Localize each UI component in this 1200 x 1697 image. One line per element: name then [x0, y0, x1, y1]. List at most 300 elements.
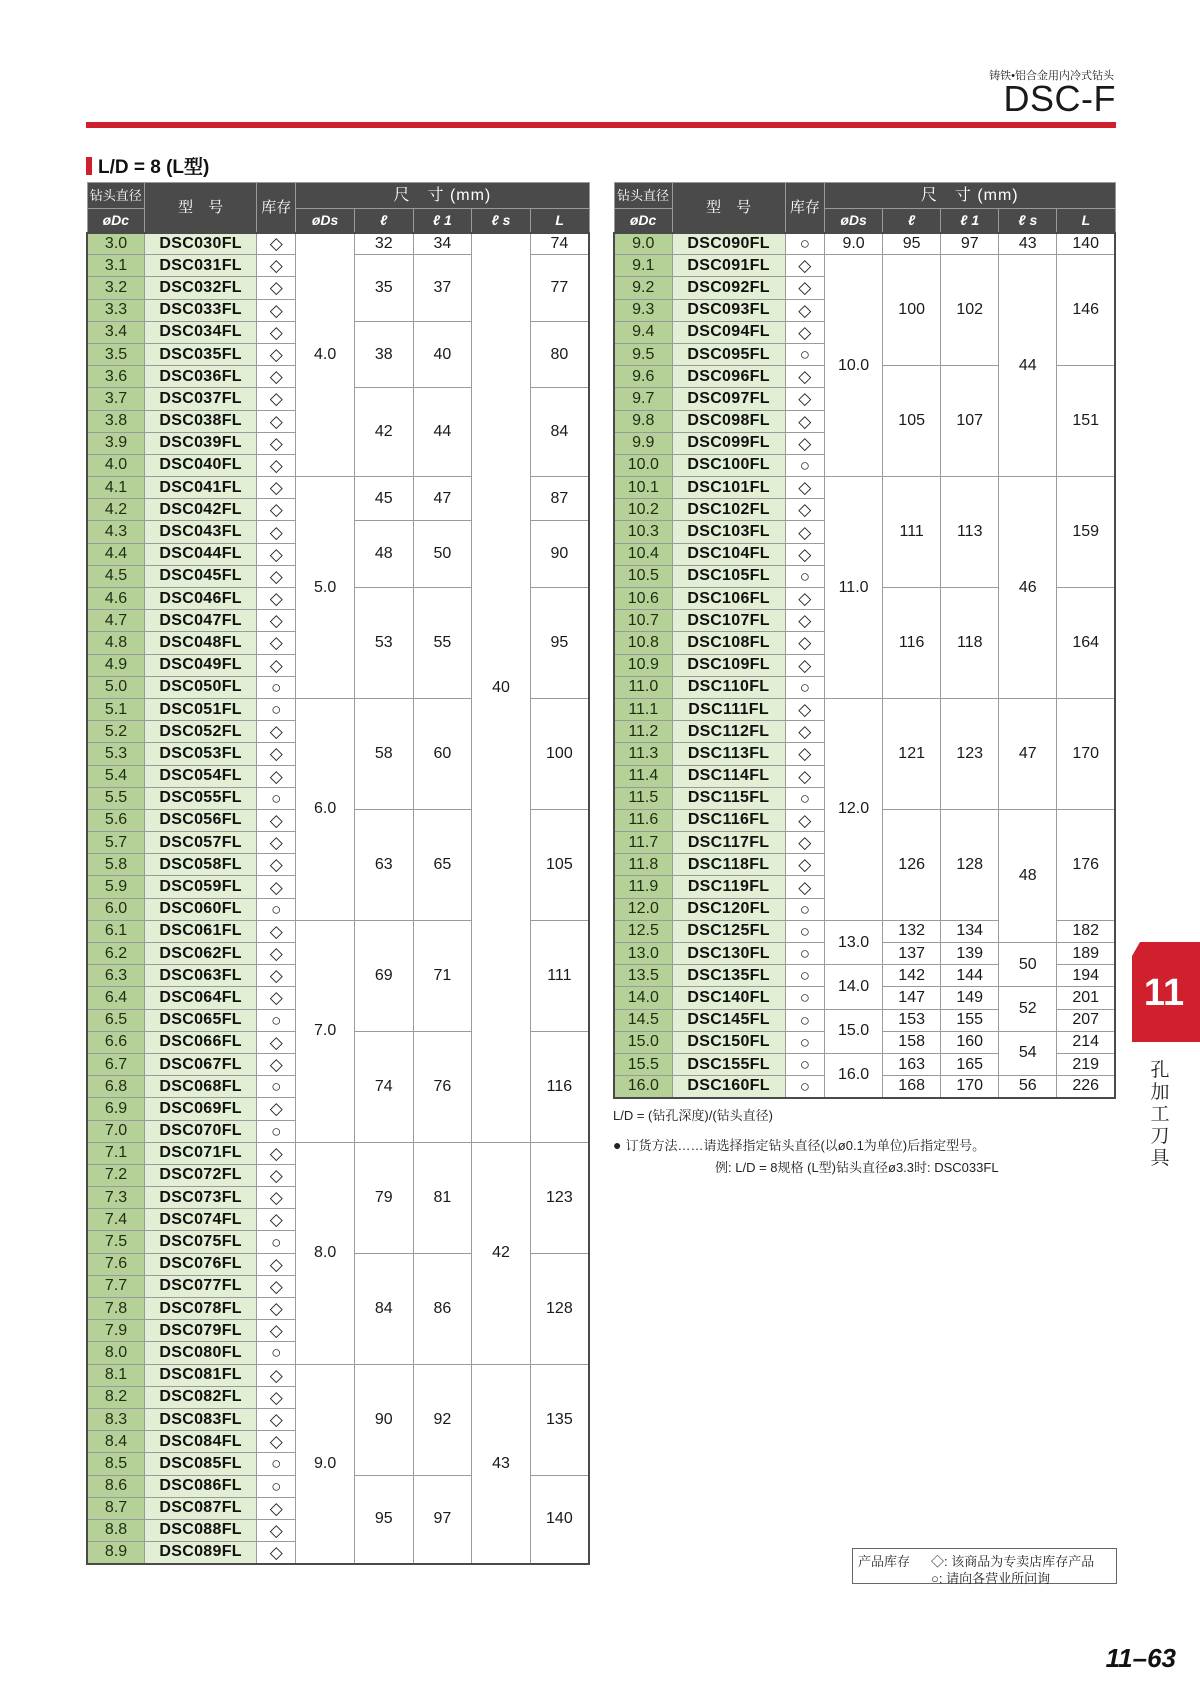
- model-number-cell: DSC089FL: [145, 1542, 257, 1564]
- series-subtitle: 铸铁•铝合金用内冷式钻头: [989, 70, 1114, 82]
- model-number-cell: DSC098FL: [672, 410, 785, 432]
- drill-diameter-cell: 7.5: [87, 1231, 145, 1253]
- stock-status-cell: ◇: [785, 654, 824, 676]
- flute-length-cell: 163: [883, 1053, 941, 1075]
- overall-length-cell: 100: [530, 698, 589, 809]
- model-number-cell: DSC112FL: [672, 721, 785, 743]
- drill-diameter-cell: 8.7: [87, 1497, 145, 1519]
- drill-diameter-cell: 4.3: [87, 521, 145, 543]
- bullet-icon: ●: [613, 1137, 622, 1153]
- model-number-cell: DSC117FL: [672, 832, 785, 854]
- overall-length-cell: 140: [530, 1475, 589, 1564]
- stock-status-cell: ◇: [257, 366, 296, 388]
- model-number-cell: DSC111FL: [672, 698, 785, 720]
- drill-diameter-cell: 10.8: [614, 632, 672, 654]
- drill-diameter-cell: 15.0: [614, 1031, 672, 1053]
- drill-diameter-cell: 6.5: [87, 1009, 145, 1031]
- drill-diameter-cell: 10.5: [614, 565, 672, 587]
- stock-status-cell: ◇: [257, 809, 296, 831]
- table-row: [87, 233, 589, 255]
- legend-item-diamond: ◇: 该商品为专卖店库存产品: [931, 1554, 1095, 1569]
- overall-length-cell: 111: [530, 920, 589, 1031]
- model-number-cell: DSC084FL: [145, 1431, 257, 1453]
- model-number-cell: DSC160FL: [672, 1076, 785, 1098]
- shank-length-cell: 54: [999, 1031, 1057, 1075]
- header-shank-dia: øDs: [825, 209, 883, 233]
- flute-length-cell: 142: [883, 965, 941, 987]
- shank-length-cell: 43: [999, 233, 1057, 255]
- chapter-tab-label: 孔加工刀具: [1150, 1060, 1170, 1169]
- overall-length-cell: 214: [1057, 1031, 1115, 1053]
- l1-cell: 37: [413, 255, 472, 322]
- overall-length-cell: 116: [530, 1031, 589, 1142]
- drill-diameter-cell: 3.6: [87, 366, 145, 388]
- stock-status-cell: ○: [257, 1475, 296, 1497]
- drill-diameter-cell: 6.6: [87, 1031, 145, 1053]
- model-number-cell: DSC101FL: [672, 477, 785, 499]
- header-overall-length: L: [530, 209, 589, 233]
- shank-length-cell: 48: [999, 809, 1057, 942]
- drill-diameter-cell: 11.0: [614, 676, 672, 698]
- stock-status-cell: ○: [785, 987, 824, 1009]
- stock-status-cell: ◇: [257, 987, 296, 1009]
- l1-cell: 47: [413, 477, 472, 521]
- table-row: [87, 1142, 589, 1164]
- shank-dia-cell: 15.0: [825, 1009, 883, 1053]
- drill-diameter-cell: 12.0: [614, 898, 672, 920]
- stock-status-cell: ◇: [257, 832, 296, 854]
- model-number-cell: DSC064FL: [145, 987, 257, 1009]
- drill-diameter-cell: 8.0: [87, 1342, 145, 1364]
- model-number-cell: DSC080FL: [145, 1342, 257, 1364]
- drill-diameter-cell: 13.0: [614, 943, 672, 965]
- flute-length-cell: 158: [883, 1031, 941, 1053]
- model-number-cell: DSC037FL: [145, 388, 257, 410]
- stock-status-cell: ◇: [257, 1053, 296, 1075]
- l1-cell: 118: [941, 588, 999, 699]
- model-number-cell: DSC034FL: [145, 321, 257, 343]
- stock-status-cell: ○: [785, 1031, 824, 1053]
- model-number-cell: DSC073FL: [145, 1187, 257, 1209]
- series-title: DSC-F: [1003, 78, 1116, 119]
- model-number-cell: DSC031FL: [145, 255, 257, 277]
- model-number-cell: DSC066FL: [145, 1031, 257, 1053]
- ld-definition-note: L/D = (钻孔深度)/(钻头直径): [613, 1108, 773, 1123]
- drill-diameter-cell: 7.4: [87, 1209, 145, 1231]
- model-number-cell: DSC090FL: [672, 233, 785, 255]
- flute-length-cell: 132: [883, 920, 941, 942]
- drill-diameter-cell: 6.2: [87, 943, 145, 965]
- model-number-cell: DSC119FL: [672, 876, 785, 898]
- stock-status-cell: ◇: [785, 543, 824, 565]
- shank-dia-cell: 6.0: [296, 698, 355, 920]
- header-model: 型 号: [672, 183, 785, 233]
- l1-cell: 160: [941, 1031, 999, 1053]
- stock-legend: [852, 1548, 1117, 1584]
- model-number-cell: DSC072FL: [145, 1164, 257, 1186]
- stock-status-cell: ◇: [257, 965, 296, 987]
- spec-table-right: [613, 182, 1116, 1099]
- drill-diameter-cell: 9.1: [614, 255, 672, 277]
- flute-length-cell: 105: [883, 366, 941, 477]
- stock-status-cell: ◇: [257, 588, 296, 610]
- drill-diameter-cell: 5.8: [87, 854, 145, 876]
- drill-diameter-cell: 4.1: [87, 477, 145, 499]
- model-number-cell: DSC120FL: [672, 898, 785, 920]
- shank-length-cell: 56: [999, 1076, 1057, 1098]
- drill-diameter-cell: 10.6: [614, 588, 672, 610]
- drill-diameter-cell: 8.9: [87, 1542, 145, 1564]
- stock-status-cell: ◇: [785, 698, 824, 720]
- l1-cell: 165: [941, 1053, 999, 1075]
- drill-diameter-cell: 7.7: [87, 1275, 145, 1297]
- overall-length-cell: 176: [1057, 809, 1115, 920]
- shank-length-cell: 40: [472, 233, 531, 1143]
- flute-length-cell: 116: [883, 588, 941, 699]
- flute-length-cell: 79: [354, 1142, 413, 1253]
- drill-diameter-cell: 5.1: [87, 698, 145, 720]
- model-number-cell: DSC071FL: [145, 1142, 257, 1164]
- overall-length-cell: 201: [1057, 987, 1115, 1009]
- stock-status-cell: ○: [257, 1076, 296, 1098]
- model-number-cell: DSC078FL: [145, 1298, 257, 1320]
- header-model: 型 号: [145, 183, 257, 233]
- l1-cell: 60: [413, 698, 472, 809]
- model-number-cell: DSC106FL: [672, 588, 785, 610]
- model-number-cell: DSC058FL: [145, 854, 257, 876]
- drill-diameter-cell: 4.6: [87, 588, 145, 610]
- model-number-cell: DSC095FL: [672, 343, 785, 365]
- overall-length-cell: 87: [530, 477, 589, 521]
- drill-diameter-cell: 10.3: [614, 521, 672, 543]
- l1-cell: 81: [413, 1142, 472, 1253]
- shank-length-cell: 42: [472, 1142, 531, 1364]
- flute-length-cell: 126: [883, 809, 941, 920]
- drill-diameter-cell: 3.8: [87, 410, 145, 432]
- stock-status-cell: ◇: [785, 299, 824, 321]
- stock-status-cell: ○: [785, 454, 824, 476]
- shank-length-cell: 47: [999, 698, 1057, 809]
- drill-diameter-cell: 14.5: [614, 1009, 672, 1031]
- shank-dia-cell: 12.0: [825, 698, 883, 920]
- l1-cell: 76: [413, 1031, 472, 1142]
- drill-diameter-cell: 14.0: [614, 987, 672, 1009]
- l1-cell: 113: [941, 477, 999, 588]
- spec-table-right-body: [614, 233, 1115, 1098]
- l1-cell: 55: [413, 588, 472, 699]
- l1-cell: 97: [941, 233, 999, 255]
- stock-status-cell: ◇: [257, 654, 296, 676]
- model-number-cell: DSC070FL: [145, 1120, 257, 1142]
- l1-cell: 139: [941, 943, 999, 965]
- stock-status-cell: ○: [785, 943, 824, 965]
- flute-length-cell: 168: [883, 1076, 941, 1098]
- model-number-cell: DSC054FL: [145, 765, 257, 787]
- model-number-cell: DSC155FL: [672, 1053, 785, 1075]
- stock-status-cell: ◇: [257, 1542, 296, 1564]
- l1-cell: 134: [941, 920, 999, 942]
- header-shank-length: ℓ s: [472, 209, 531, 233]
- flute-length-cell: 74: [354, 1031, 413, 1142]
- model-number-cell: DSC102FL: [672, 499, 785, 521]
- table-row: [614, 477, 1115, 499]
- model-number-cell: DSC079FL: [145, 1320, 257, 1342]
- overall-length-cell: 151: [1057, 366, 1115, 477]
- model-number-cell: DSC032FL: [145, 277, 257, 299]
- flute-length-cell: 69: [354, 920, 413, 1031]
- model-number-cell: DSC076FL: [145, 1253, 257, 1275]
- drill-diameter-cell: 9.3: [614, 299, 672, 321]
- drill-diameter-cell: 8.6: [87, 1475, 145, 1497]
- drill-diameter-cell: 3.4: [87, 321, 145, 343]
- model-number-cell: DSC140FL: [672, 987, 785, 1009]
- model-number-cell: DSC039FL: [145, 432, 257, 454]
- stock-status-cell: ◇: [257, 1098, 296, 1120]
- model-number-cell: DSC052FL: [145, 721, 257, 743]
- model-number-cell: DSC042FL: [145, 499, 257, 521]
- stock-status-cell: ◇: [785, 277, 824, 299]
- drill-diameter-cell: 3.7: [87, 388, 145, 410]
- drill-diameter-cell: 5.9: [87, 876, 145, 898]
- drill-diameter-cell: 11.8: [614, 854, 672, 876]
- model-number-cell: DSC033FL: [145, 299, 257, 321]
- drill-diameter-cell: 9.6: [614, 366, 672, 388]
- stock-status-cell: ○: [257, 1453, 296, 1475]
- model-number-cell: DSC083FL: [145, 1408, 257, 1430]
- flute-length-cell: 45: [354, 477, 413, 521]
- stock-status-cell: ○: [257, 1231, 296, 1253]
- drill-diameter-cell: 5.4: [87, 765, 145, 787]
- model-number-cell: DSC074FL: [145, 1209, 257, 1231]
- model-number-cell: DSC085FL: [145, 1453, 257, 1475]
- flute-length-cell: 95: [883, 233, 941, 255]
- drill-diameter-cell: 8.2: [87, 1386, 145, 1408]
- order-method-note: [613, 1135, 985, 1154]
- drill-diameter-cell: 3.2: [87, 277, 145, 299]
- model-number-cell: DSC100FL: [672, 454, 785, 476]
- stock-status-cell: ○: [785, 565, 824, 587]
- drill-diameter-cell: 10.0: [614, 454, 672, 476]
- stock-status-cell: ◇: [257, 277, 296, 299]
- l1-cell: 92: [413, 1364, 472, 1475]
- drill-diameter-cell: 7.2: [87, 1164, 145, 1186]
- drill-diameter-cell: 4.2: [87, 499, 145, 521]
- drill-diameter-cell: 4.9: [87, 654, 145, 676]
- model-number-cell: DSC099FL: [672, 432, 785, 454]
- model-number-cell: DSC044FL: [145, 543, 257, 565]
- drill-diameter-cell: 11.5: [614, 787, 672, 809]
- header-l1: ℓ 1: [413, 209, 472, 233]
- stock-status-cell: ◇: [257, 1187, 296, 1209]
- stock-status-cell: ◇: [785, 765, 824, 787]
- stock-status-cell: ○: [257, 898, 296, 920]
- stock-status-cell: ○: [257, 1009, 296, 1031]
- header-overall-length: L: [1057, 209, 1115, 233]
- stock-status-cell: ◇: [785, 743, 824, 765]
- stock-status-cell: ◇: [257, 1209, 296, 1231]
- overall-length-cell: 164: [1057, 588, 1115, 699]
- stock-status-cell: ○: [785, 898, 824, 920]
- stock-status-cell: ◇: [257, 1320, 296, 1342]
- stock-status-cell: ◇: [785, 832, 824, 854]
- model-number-cell: DSC067FL: [145, 1053, 257, 1075]
- shank-dia-cell: 7.0: [296, 920, 355, 1142]
- model-number-cell: DSC105FL: [672, 565, 785, 587]
- drill-diameter-cell: 13.5: [614, 965, 672, 987]
- stock-status-cell: ◇: [785, 477, 824, 499]
- drill-diameter-cell: 9.9: [614, 432, 672, 454]
- model-number-cell: DSC040FL: [145, 454, 257, 476]
- drill-diameter-cell: 9.0: [614, 233, 672, 255]
- stock-status-cell: ○: [257, 1342, 296, 1364]
- stock-status-cell: ◇: [785, 809, 824, 831]
- stock-status-cell: ◇: [257, 388, 296, 410]
- stock-status-cell: ◇: [257, 1408, 296, 1430]
- shank-dia-cell: 11.0: [825, 477, 883, 699]
- overall-length-cell: 159: [1057, 477, 1115, 588]
- flute-length-cell: 111: [883, 477, 941, 588]
- drill-diameter-cell: 16.0: [614, 1076, 672, 1098]
- model-number-cell: DSC094FL: [672, 321, 785, 343]
- stock-status-cell: ◇: [257, 233, 296, 255]
- table-row: [614, 698, 1115, 720]
- stock-status-cell: ◇: [257, 1519, 296, 1541]
- header-shank-dia: øDs: [296, 209, 355, 233]
- model-number-cell: DSC103FL: [672, 521, 785, 543]
- model-number-cell: DSC051FL: [145, 698, 257, 720]
- stock-status-cell: ◇: [257, 943, 296, 965]
- stock-status-cell: ◇: [257, 632, 296, 654]
- flute-length-cell: 63: [354, 809, 413, 920]
- model-number-cell: DSC048FL: [145, 632, 257, 654]
- l1-cell: 86: [413, 1253, 472, 1364]
- flute-length-cell: 38: [354, 321, 413, 388]
- stock-status-cell: ◇: [257, 343, 296, 365]
- drill-diameter-cell: 5.0: [87, 676, 145, 698]
- drill-diameter-cell: 11.3: [614, 743, 672, 765]
- overall-length-cell: 105: [530, 809, 589, 920]
- model-number-cell: DSC063FL: [145, 965, 257, 987]
- stock-status-cell: ◇: [257, 499, 296, 521]
- model-number-cell: DSC036FL: [145, 366, 257, 388]
- drill-diameter-cell: 4.4: [87, 543, 145, 565]
- model-number-cell: DSC150FL: [672, 1031, 785, 1053]
- model-number-cell: DSC049FL: [145, 654, 257, 676]
- order-example-note: 例: L/D = 8规格 (L型)钻头直径ø3.3时: DSC033FL: [715, 1160, 999, 1175]
- overall-length-cell: 219: [1057, 1053, 1115, 1075]
- header-rule: [86, 122, 1116, 128]
- model-number-cell: DSC047FL: [145, 610, 257, 632]
- drill-diameter-cell: 7.9: [87, 1320, 145, 1342]
- model-number-cell: DSC107FL: [672, 610, 785, 632]
- model-number-cell: DSC059FL: [145, 876, 257, 898]
- stock-status-cell: ◇: [785, 366, 824, 388]
- stock-status-cell: ◇: [257, 1497, 296, 1519]
- stock-status-cell: ○: [257, 698, 296, 720]
- stock-status-cell: ◇: [257, 410, 296, 432]
- overall-length-cell: 194: [1057, 965, 1115, 987]
- model-number-cell: DSC110FL: [672, 676, 785, 698]
- spec-table-left-body: [87, 233, 589, 1564]
- stock-status-cell: ○: [257, 676, 296, 698]
- model-number-cell: DSC104FL: [672, 543, 785, 565]
- shank-length-cell: 44: [999, 255, 1057, 477]
- drill-diameter-cell: 5.2: [87, 721, 145, 743]
- stock-status-cell: ○: [785, 965, 824, 987]
- stock-status-cell: ◇: [257, 765, 296, 787]
- stock-status-cell: ◇: [785, 410, 824, 432]
- model-number-cell: DSC056FL: [145, 809, 257, 831]
- spec-table-left: [86, 182, 590, 1565]
- drill-diameter-cell: 11.6: [614, 809, 672, 831]
- drill-diameter-cell: 6.3: [87, 965, 145, 987]
- header-stock: 库存: [257, 183, 296, 233]
- drill-diameter-cell: 4.8: [87, 632, 145, 654]
- shank-length-cell: 52: [999, 987, 1057, 1031]
- stock-status-cell: ◇: [785, 588, 824, 610]
- flute-length-cell: 84: [354, 1253, 413, 1364]
- shank-dia-cell: 13.0: [825, 920, 883, 964]
- stock-status-cell: ◇: [257, 521, 296, 543]
- drill-diameter-cell: 9.7: [614, 388, 672, 410]
- drill-diameter-cell: 9.4: [614, 321, 672, 343]
- stock-status-cell: ◇: [257, 1431, 296, 1453]
- table-row: [614, 233, 1115, 255]
- flute-length-cell: 95: [354, 1475, 413, 1564]
- stock-status-cell: ◇: [257, 1364, 296, 1386]
- stock-status-cell: ○: [785, 343, 824, 365]
- stock-status-cell: ◇: [785, 388, 824, 410]
- model-number-cell: DSC125FL: [672, 920, 785, 942]
- drill-diameter-cell: 6.1: [87, 920, 145, 942]
- drill-diameter-cell: 10.7: [614, 610, 672, 632]
- overall-length-cell: 189: [1057, 943, 1115, 965]
- flute-length-cell: 42: [354, 388, 413, 477]
- stock-status-cell: ◇: [785, 521, 824, 543]
- drill-diameter-cell: 8.1: [87, 1364, 145, 1386]
- stock-status-cell: ◇: [257, 743, 296, 765]
- overall-length-cell: 77: [530, 255, 589, 322]
- model-number-cell: DSC092FL: [672, 277, 785, 299]
- chapter-tab-number: 11: [1143, 972, 1185, 1014]
- overall-length-cell: 135: [530, 1364, 589, 1475]
- drill-diameter-cell: 7.1: [87, 1142, 145, 1164]
- header-flute-length: ℓ: [354, 209, 413, 233]
- model-number-cell: DSC062FL: [145, 943, 257, 965]
- stock-status-cell: ◇: [257, 543, 296, 565]
- model-number-cell: DSC075FL: [145, 1231, 257, 1253]
- flute-length-cell: 153: [883, 1009, 941, 1031]
- drill-diameter-cell: 9.8: [614, 410, 672, 432]
- overall-length-cell: 140: [1057, 233, 1115, 255]
- stock-status-cell: ◇: [257, 1298, 296, 1320]
- drill-diameter-cell: 12.5: [614, 920, 672, 942]
- header-shank-length: ℓ s: [999, 209, 1057, 233]
- model-number-cell: DSC035FL: [145, 343, 257, 365]
- model-number-cell: DSC060FL: [145, 898, 257, 920]
- flute-length-cell: 35: [354, 255, 413, 322]
- section-marker: [86, 157, 92, 175]
- model-number-cell: DSC082FL: [145, 1386, 257, 1408]
- page-number: 11–63: [1105, 1643, 1176, 1673]
- drill-diameter-cell: 10.2: [614, 499, 672, 521]
- model-number-cell: DSC097FL: [672, 388, 785, 410]
- drill-diameter-cell: 9.2: [614, 277, 672, 299]
- drill-diameter-cell: 10.4: [614, 543, 672, 565]
- stock-status-cell: ○: [785, 1053, 824, 1075]
- flute-length-cell: 100: [883, 255, 941, 366]
- drill-diameter-cell: 6.8: [87, 1076, 145, 1098]
